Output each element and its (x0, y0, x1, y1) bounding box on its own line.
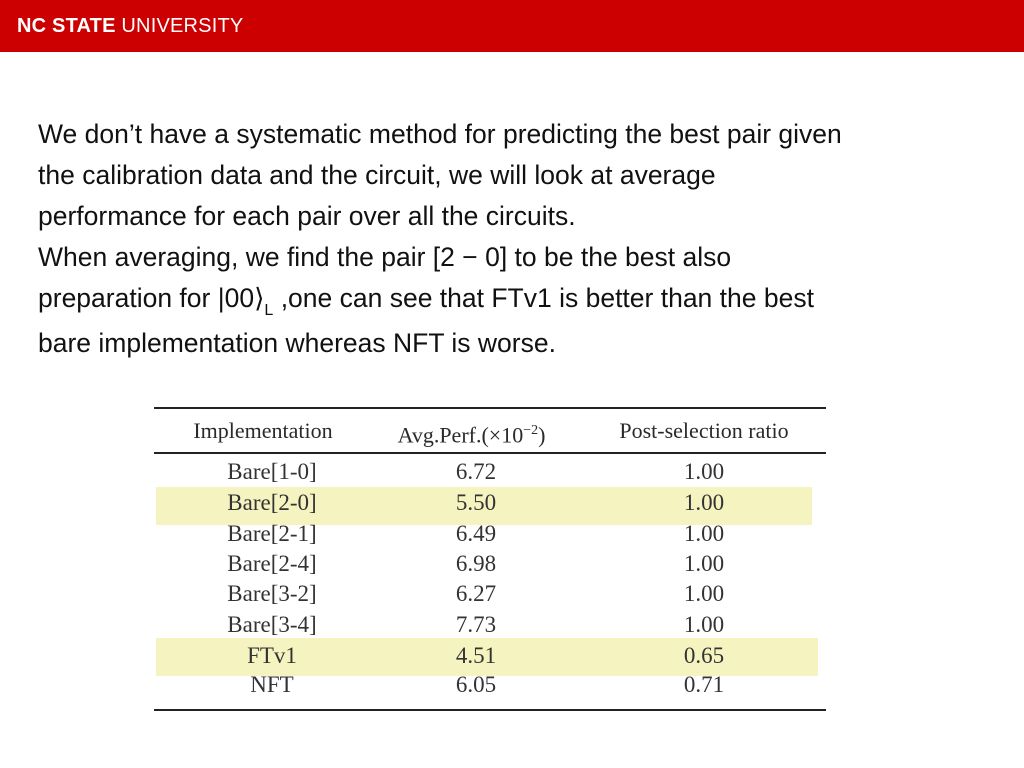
table-cell-avg: 6.05 (455, 672, 497, 697)
table-cell-impl: Bare[2-4] (227, 551, 317, 576)
table-cell-avg: 7.73 (455, 612, 497, 637)
ket-subscript: L (264, 302, 274, 319)
table-cell-impl: Bare[2-0] (227, 490, 317, 515)
header-avg-perf-prefix: Avg.Perf.(×10 (397, 422, 524, 448)
table-bottom-rule (154, 709, 826, 711)
table-top-rule (154, 407, 826, 409)
paragraph-line-1: We don’t have a systematic method for predicting the best pair given (38, 119, 842, 149)
table-cell-ratio: 1.00 (683, 490, 725, 515)
header-avg-perf (374, 417, 569, 448)
table-cell-avg: 5.50 (455, 490, 497, 515)
paragraph-line-4: When averaging, we find the pair [2 − 0] to be the best also (38, 242, 732, 272)
header-bar (0, 0, 1024, 52)
table-cell-avg: 6.98 (455, 551, 497, 576)
table-cell-impl: Bare[3-4] (227, 612, 317, 637)
header-avg-perf-suffix: ) (538, 422, 546, 448)
ket-notation: preparation for |00⟩ (38, 283, 265, 313)
paragraph-line-3: performance for each pair over all the circuits. (38, 201, 576, 231)
paragraph-line-2: the calibration data and the circuit, we will look at average (38, 160, 716, 190)
header-implementation: Implementation (193, 418, 333, 443)
header-post-selection-ratio: Post-selection ratio (619, 418, 789, 443)
table-cell-ratio: 1.00 (683, 551, 725, 576)
table-cell-impl: Bare[3-2] (227, 581, 317, 606)
explanation-paragraph (38, 114, 1013, 364)
table-cell-impl: NFT (250, 672, 294, 697)
table-cell-impl: FTv1 (247, 643, 297, 668)
table-cell-impl: Bare[2-1] (227, 521, 317, 546)
table-cell-ratio: 1.00 (683, 521, 725, 546)
logo-bold-text: NC STATE (17, 15, 116, 37)
table-cell-avg: 6.49 (455, 521, 497, 546)
paragraph-line-5 (38, 278, 1013, 323)
table-cell-ratio: 0.65 (683, 643, 725, 668)
table-cell-ratio: 1.00 (683, 612, 725, 637)
nc-state-university-logo (17, 14, 243, 38)
table-cell-impl: Bare[1-0] (227, 459, 317, 484)
table-cell-ratio: 0.71 (683, 672, 725, 697)
table-cell-ratio: 1.00 (683, 459, 725, 484)
table-cell-avg: 6.27 (455, 581, 497, 606)
table-cell-avg: 4.51 (455, 643, 497, 668)
logo-light-text: UNIVERSITY (121, 15, 244, 37)
header-avg-perf-exponent: −2 (523, 423, 539, 438)
paragraph-line-6: bare implementation whereas NFT is worse. (38, 328, 556, 358)
table-cell-ratio: 1.00 (683, 581, 725, 606)
paragraph-line-5-rest: ,one can see that FTv1 is better than the best (273, 283, 814, 313)
table-cell-avg: 6.72 (455, 459, 497, 484)
results-table (154, 407, 826, 712)
table-header-rule (154, 452, 826, 454)
